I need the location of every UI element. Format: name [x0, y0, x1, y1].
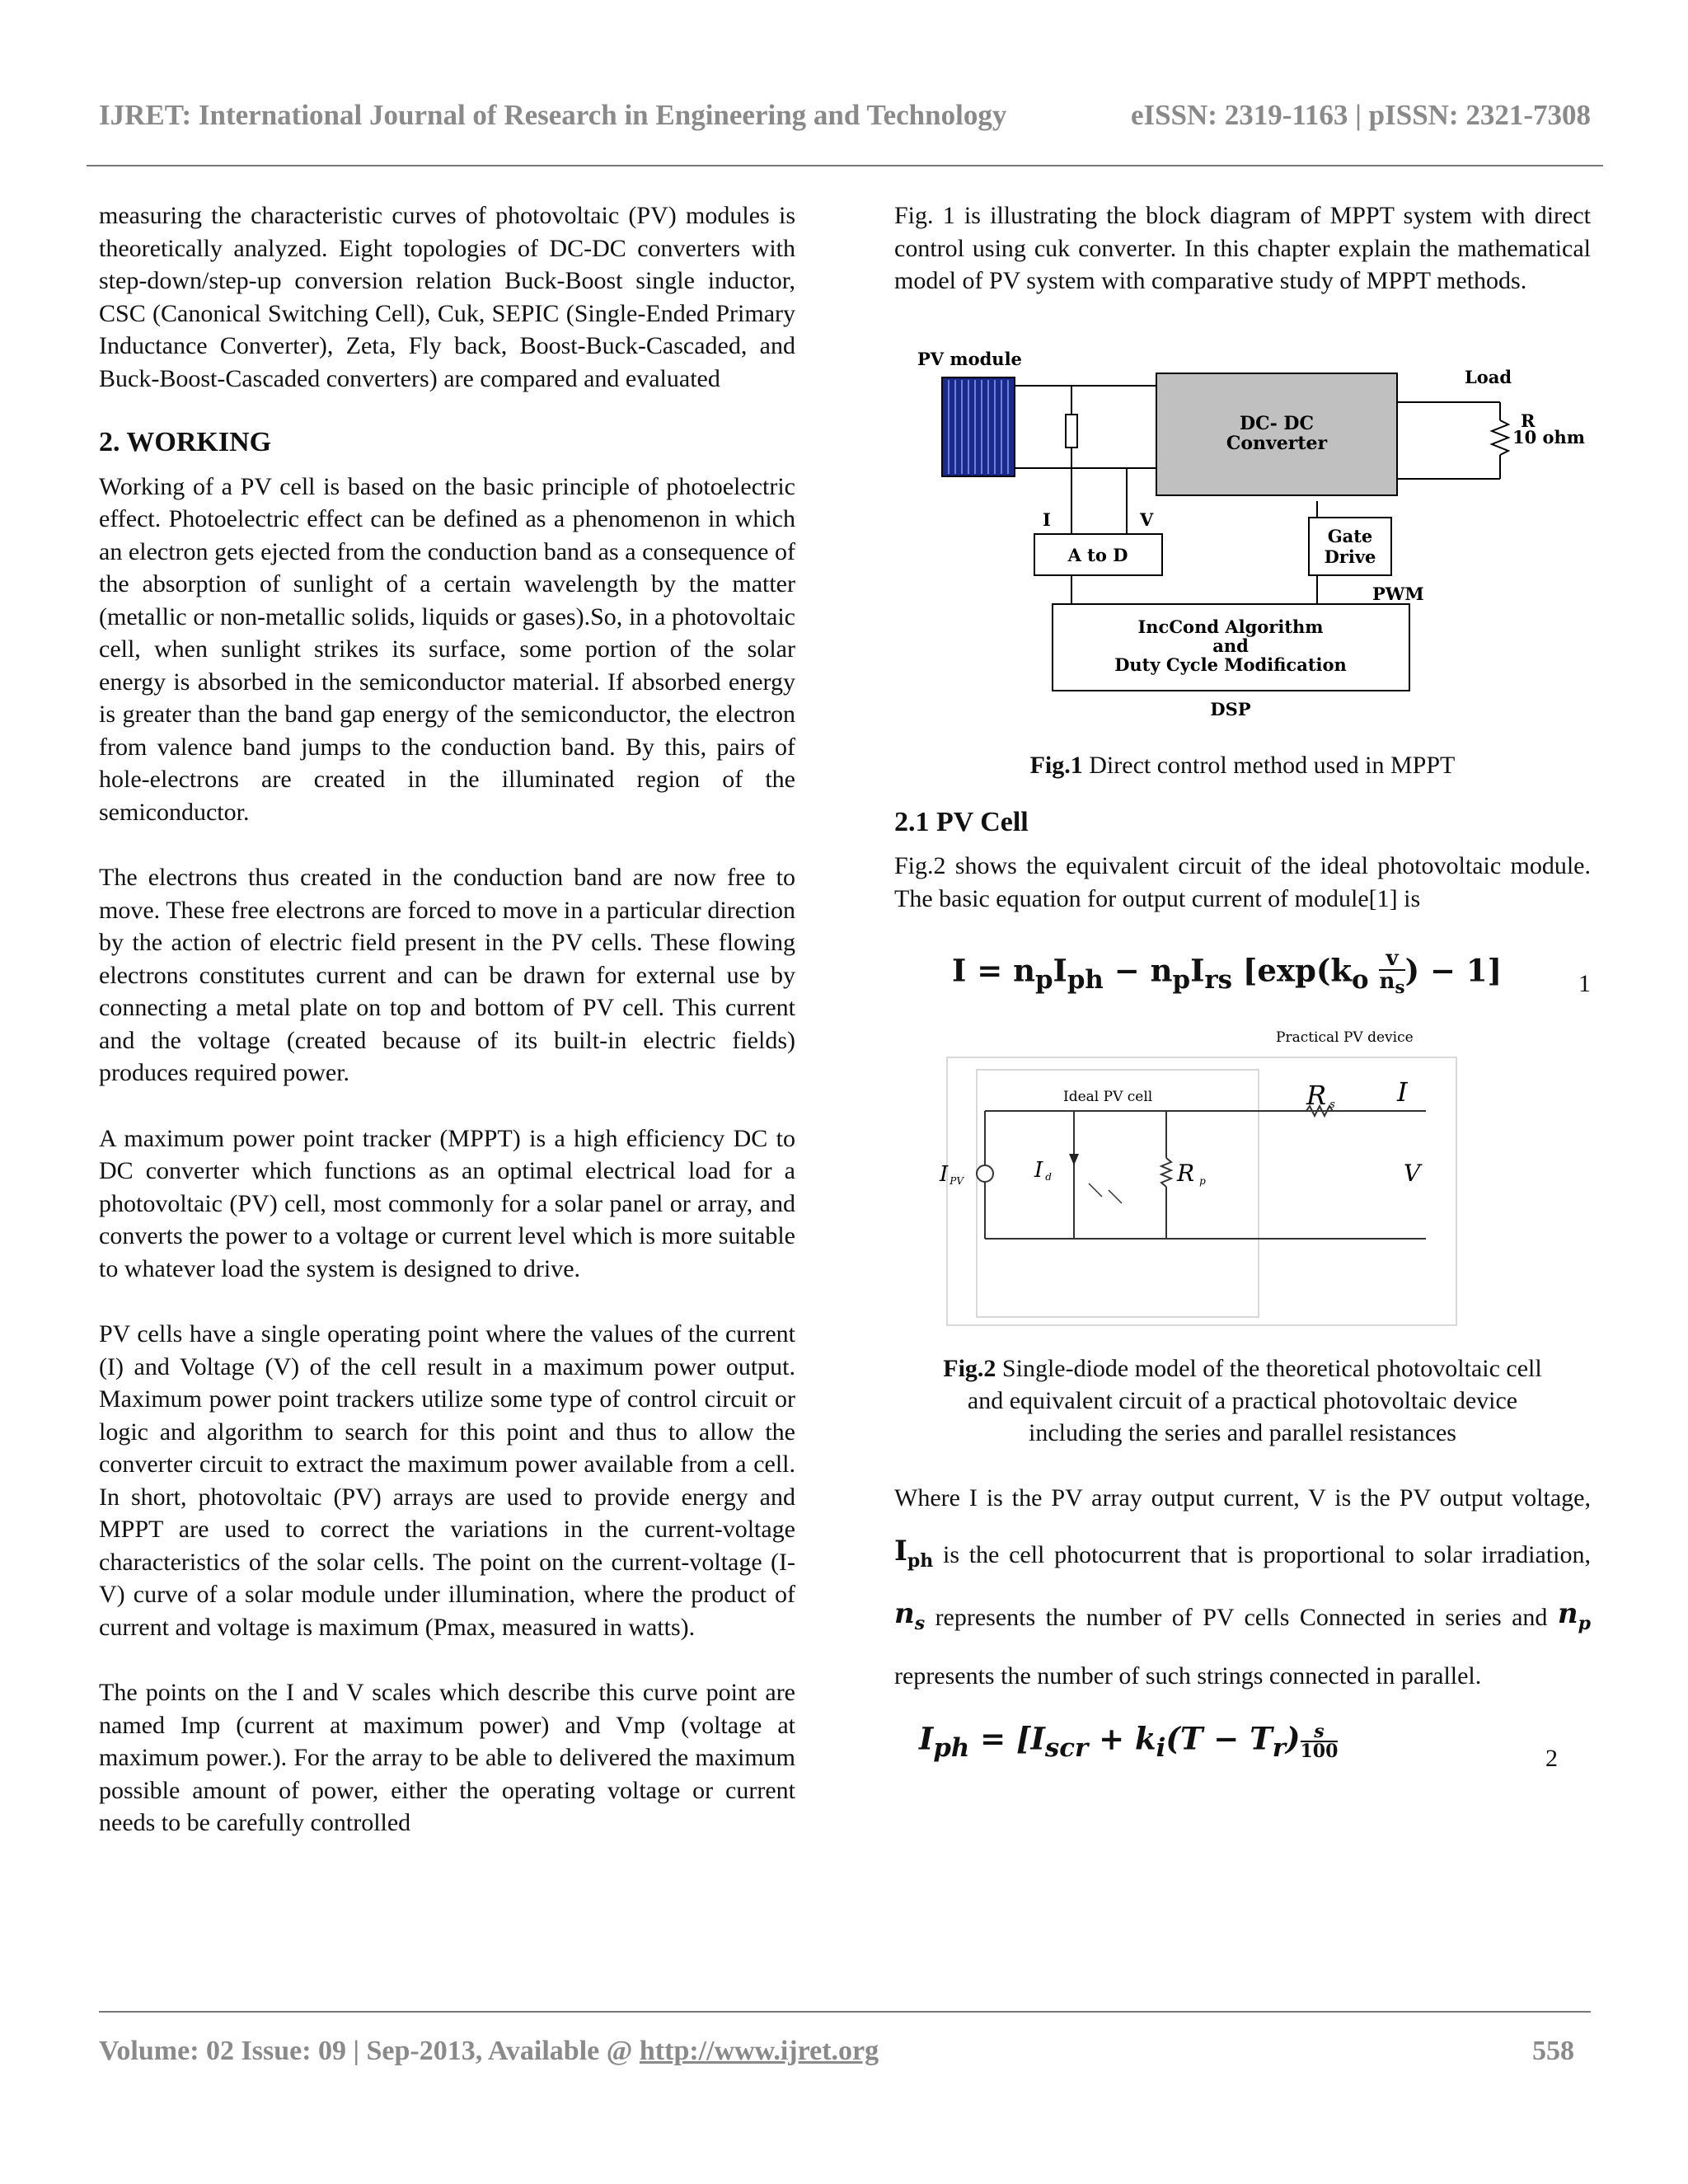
running-footer [99, 2036, 1574, 2067]
figure-1-block-diagram [894, 340, 1591, 736]
issn: eISSN: 2319-1163 | pISSN: 2321-7308 [1130, 99, 1591, 131]
footer-text: Volume: 02 Issue: 09 | Sep-2013, Available @ http://www.ijret.org [99, 2036, 879, 2066]
right-column [894, 199, 1591, 1788]
fig1-caption-text: Direct control method used in MPPT [1082, 751, 1456, 779]
fig1-label-load: Load [1465, 366, 1512, 387]
section-heading: 2. WORKING [99, 427, 272, 457]
fig2-ideal-label: Ideal PV cell [1063, 1089, 1153, 1105]
fig2-label-rp: Rp [1177, 1160, 1206, 1187]
variable-definitions: Where I is the PV array output current, V is the PV output voltage, $I_{ph}$ is the cell photocurrent that is proportional to solar irradiation, $n_s$ represents the number of PV cells Connected in series and $n_p$ represents the number of such strings connected in parallel. [894, 1484, 1591, 1690]
paragraph: Working of a PV cell is based on the basic principle of photoelectric effect. Photoelectric effect can be defined as a phenomenon in which an electron gets ejected from the conduction band as a consequence of the absorption of sunlight of a certain wavelength by the matter (metallic or non-metallic solids, liquids or gases).So, in a photovoltaic cell, when sunlight strikes its surface, some portion of the solar energy is absorbed in the semiconductor material. If absorbed energy is greater than the band gap energy of the semiconductor, the electron from valence band jumps to the conduction band. By this, pairs of hole-electrons are created in the illuminated region of the semiconductor. [99, 472, 795, 826]
algorithm-label-3: Duty Cycle Modification [1114, 654, 1347, 675]
pv-panel [942, 377, 1015, 476]
left-column [99, 199, 795, 1840]
footer-rule [99, 2011, 1591, 2013]
equation-1-number: 1 [1578, 970, 1591, 997]
converter-label-2: Converter [1226, 432, 1328, 454]
gate-drive-label-1: Gate [1327, 525, 1373, 546]
equation-1 [894, 948, 1591, 1014]
journal-link[interactable]: http://www.ijret.org [639, 2036, 879, 2066]
paragraph: The electrons thus created in the conduction band are now free to move. These free electrons are forced to move in a particular direction by the action of electric field present in the PV cells. These flowing electrons constitutes current and can be drawn for external use by connecting a metal plate on top and bottom of PV cell. This current and the voltage (created because of its built-in electric fields) produces required power. [99, 864, 795, 1086]
fig1-label-r: R [1521, 410, 1536, 431]
equation-2-formula: $I_{ph} = [I_{scr} + k_i(T - T_r)$ $\frac{s}{100}$ [919, 1720, 1339, 1763]
fig2-label-i: I [1397, 1076, 1408, 1108]
fig1-label-v: V [1140, 509, 1154, 530]
converter-label-1: DC- DC [1240, 412, 1314, 434]
running-header [99, 99, 1591, 132]
paragraph: measuring the characteristic curves of photovoltaic (PV) modules is theoretically analyzed. Eight topologies of DC-DC converters with step-down/step-up conversion relation Buck-Boost single inductor, CSC (Canonical Switching Cell), Cuk, SEPIC (Single-Ended Primary Inductance Converter), Zeta, Fly back, Boost-Buck-Cascaded, and Buck-Boost-Cascaded converters) are compared and evaluated [99, 202, 795, 392]
fig2-title: Practical PV device [1276, 1029, 1414, 1046]
algorithm-label-2: and [1212, 635, 1249, 656]
paragraph: PV cells have a single operating point where the values of the current (I) and Voltage (V) of the cell result in a maximum power output. Maximum power point trackers utilize some type of control circuit or logic and algorithm to search for this point and thus to allow the converter circuit to extract the maximum power available from a cell. In short, photovoltaic (PV) arrays are used to provide energy and MPPT are used to correct the variations in the current-voltage characteristics of the solar cells. The point on the current-voltage (I-V) curve of a solar module under illumination, where the product of current and voltage is maximum (Pmax, measured in watts). [99, 1320, 795, 1641]
paragraph: The points on the I and V scales which describe this curve point are named Imp (current at maximum power) and Vmp (voltage at maximum power.). For the array to be able to delivered the maximum possible amount of power, either the operating voltage or current needs to be carefully controlled [99, 1679, 795, 1836]
paragraph: Fig.2 shows the equivalent circuit of the ideal photovoltaic module. The basic equation for output current of module[1] is [894, 852, 1591, 912]
fig2-label-v: V [1404, 1160, 1421, 1187]
section-heading: 2.1 PV Cell [894, 806, 1029, 837]
figure-1-caption [894, 749, 1591, 781]
algorithm-label-1: IncCond Algorithm [1137, 616, 1324, 637]
figure-2-caption: Fig.2 Single-diode model of the theoretical photovoltaic cell and equivalent circuit of a practical photovoltaic device including the series and parallel resistances [943, 1355, 1542, 1446]
page-number: 558 [1532, 2036, 1574, 2066]
fig2-label-rs: Rs [1306, 1080, 1335, 1111]
fig2-caption-label: Fig.2 [943, 1355, 996, 1382]
fig2-label-id: Id [1034, 1158, 1052, 1183]
equation-2-number: 2 [1545, 1744, 1558, 1772]
paragraph: Fig. 1 is illustrating the block diagram of MPPT system with direct control using cuk converter. In this chapter explain the mathematical model of PV system with comparative study of MPPT methods. [894, 202, 1591, 294]
equation-1-formula: $I = n_pI_{ph} - n_pI_{rs}$ [$\exp(k_o$ $\frac{v}{n_s}$ ) − 1] [952, 946, 1503, 999]
journal-title: IJRET: International Journal of Research in Engineering and Technology [99, 99, 1007, 131]
equation-2 [894, 1722, 1591, 1788]
paragraph: A maximum power point tracker (MPPT) is a high efficiency DC to DC converter which functions as an optimal electrical load for a photovoltaic (PV) cell, most commonly for a solar panel or array, and converts the power to a voltage or current level which is more suitable to whatever load the system is designed to drive. [99, 1124, 795, 1282]
fig1-caption-label: Fig.1 [1029, 751, 1083, 779]
header-rule [87, 165, 1603, 166]
gate-drive-label-2: Drive [1324, 546, 1376, 567]
fig1-label-pwm: PWM [1372, 583, 1424, 604]
fig1-label-pv-module: PV module [917, 348, 1022, 369]
a-to-d-label: A to D [1067, 544, 1128, 565]
figure-2-circuit [894, 1020, 1591, 1338]
symbol-np: $n_p$ [1557, 1596, 1591, 1634]
fig2-label-ipv: IPV [940, 1162, 964, 1187]
symbol-iph: $I_{ph}$ [894, 1535, 934, 1572]
fig1-label-dsp: DSP [1210, 698, 1251, 719]
fig1-label-r-value: 10 ohm [1512, 426, 1586, 448]
symbol-ns: $n_s$ [894, 1596, 926, 1634]
fig1-label-i: I [1043, 509, 1051, 530]
